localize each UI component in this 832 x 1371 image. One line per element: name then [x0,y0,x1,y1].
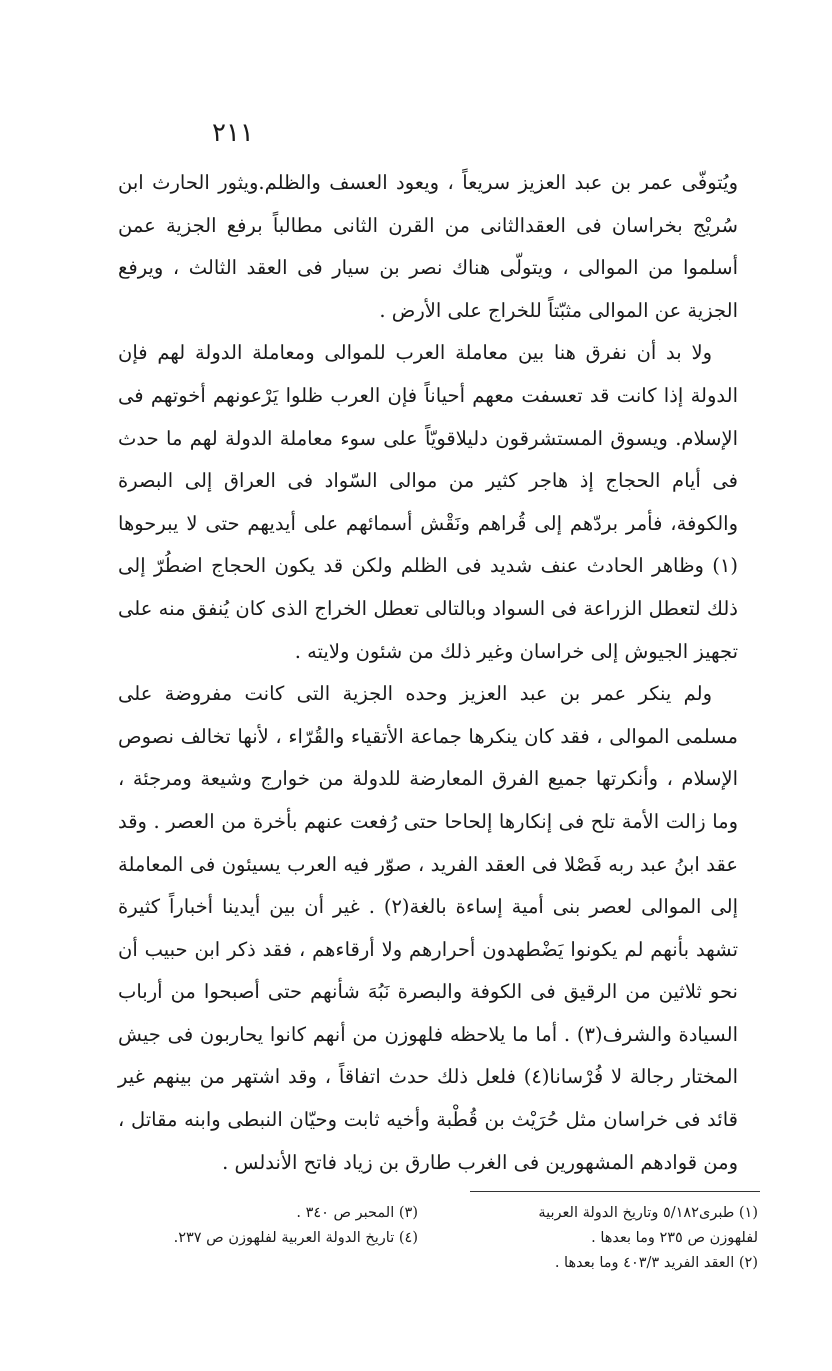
paragraph-1: ويُتوفّى عمر بن عبد العزيز سريعاً ، ويعود العسف والظلم.ويثور الحارث ابن سُريْج بخراسان فى العقدالثانى من القرن الثانى مطالباً برفع الجزية عمن أسلموا من الموالى ، ويتولّى هناك نصر بن سيار فى العقد الثالث ، ويرفع الجزية عن الموالى مثبّتاً للخراج على الأرض . [118,171,738,322]
footnotes-right-column [468,1201,758,1276]
footnote-1: (١) طبرى٥/١٨٢ وتاريخ الدولة العربية [538,1205,758,1221]
footnote-3: (٣) المحبر ص ٣٤٠ . [296,1205,418,1221]
body-text [118,162,738,1184]
page-number: ٢١١ [212,118,254,148]
footnotes-left-column [118,1201,418,1251]
footnote-1-continued: لفلهوزن ص ٢٣٥ وما بعدها . [591,1230,758,1246]
footnote-4: (٤) تاريخ الدولة العربية لفلهوزن ص ٢٣٧. [173,1230,418,1246]
paragraph-3: ولم ينكر عمر بن عبد العزيز وحده الجزية التى كانت مفروضة على مسلمى الموالى ، فقد كان ينكرها جماعة الأتقياء والقُرّاء ، لأنها تخالف نصوص الإسلام ، وأنكرتها جميع الفرق المعارضة للدولة من خوارج وشيعة ومرجئة ، وما زالت الأمة تلح فى إنكارها إلحاحا حتى رُفعت عنهم بأخرة من العصر . وقد عقد ابنُ عبد ربه فَصْلا فى العقد الفريد ، صوّر فيه العرب يسيئون فى المعاملة إلى الموالى لعصر بنى أمية إساءة بالغة(٢) . غير أن بين أيدينا أخباراً كثيرة تشهد بأنهم لم يكونوا يَضْطهدون أحرارهم ولا أرقاءهم ، فقد ذكر ابن حبيب أن نحو ثلاثين من الرقيق فى الكوفة والبصرة نَبُهَ شأنهم حتى أصبحوا من أرباب السيادة والشرف(٣) . أما ما يلاحظه فلهوزن من أنهم كانوا يحاربون فى جيش المختار رجالة لا فُرْسانا(٤) فلعل ذلك حدث اتفاقاً ، وقد اشتهر من بينهم غير قائد فى خراسان مثل حُرَيْث بن قُطْبة وأخيه ثابت وحيّان النبطى وابنه مقاتل ، ومن قوادهم المشهورين فى الغرب طارق بن زياد فاتح الأندلس . [118,682,738,1174]
paragraph-2: ولا بد أن نفرق هنا بين معاملة العرب للموالى ومعاملة الدولة لهم فإن الدولة إذا كانت قد تعسفت معهم أحياناً فإن العرب ظلوا يَرْعونهم أخوتهم فى الإسلام. ويسوق المستشرقون دليلاقويّاً على سوء معاملة الدولة لهم ما حدث فى أيام الحجاج إذ هاجر كثير من موالى السّواد فى العراق إلى البصرة والكوفة، فأمر بردّهم إلى قُراهم ونَقْش أسمائهم على أيديهم حتى لا يبرحوها (١) وظاهر الحادث عنف شديد فى الظلم ولكن قد يكون الحجاج اضطُرّ إلى ذلك لتعطل الزراعة فى السواد وبالتالى تعطل الخراج الذى كان يُنفق منه على تجهيز الجيوش إلى خراسان وغير ذلك من شئون ولايته . [118,341,738,663]
footnote-divider [470,1191,760,1192]
footnote-2: (٢) العقد الفريد ٤٠٣/٣ وما بعدها . [554,1255,758,1271]
